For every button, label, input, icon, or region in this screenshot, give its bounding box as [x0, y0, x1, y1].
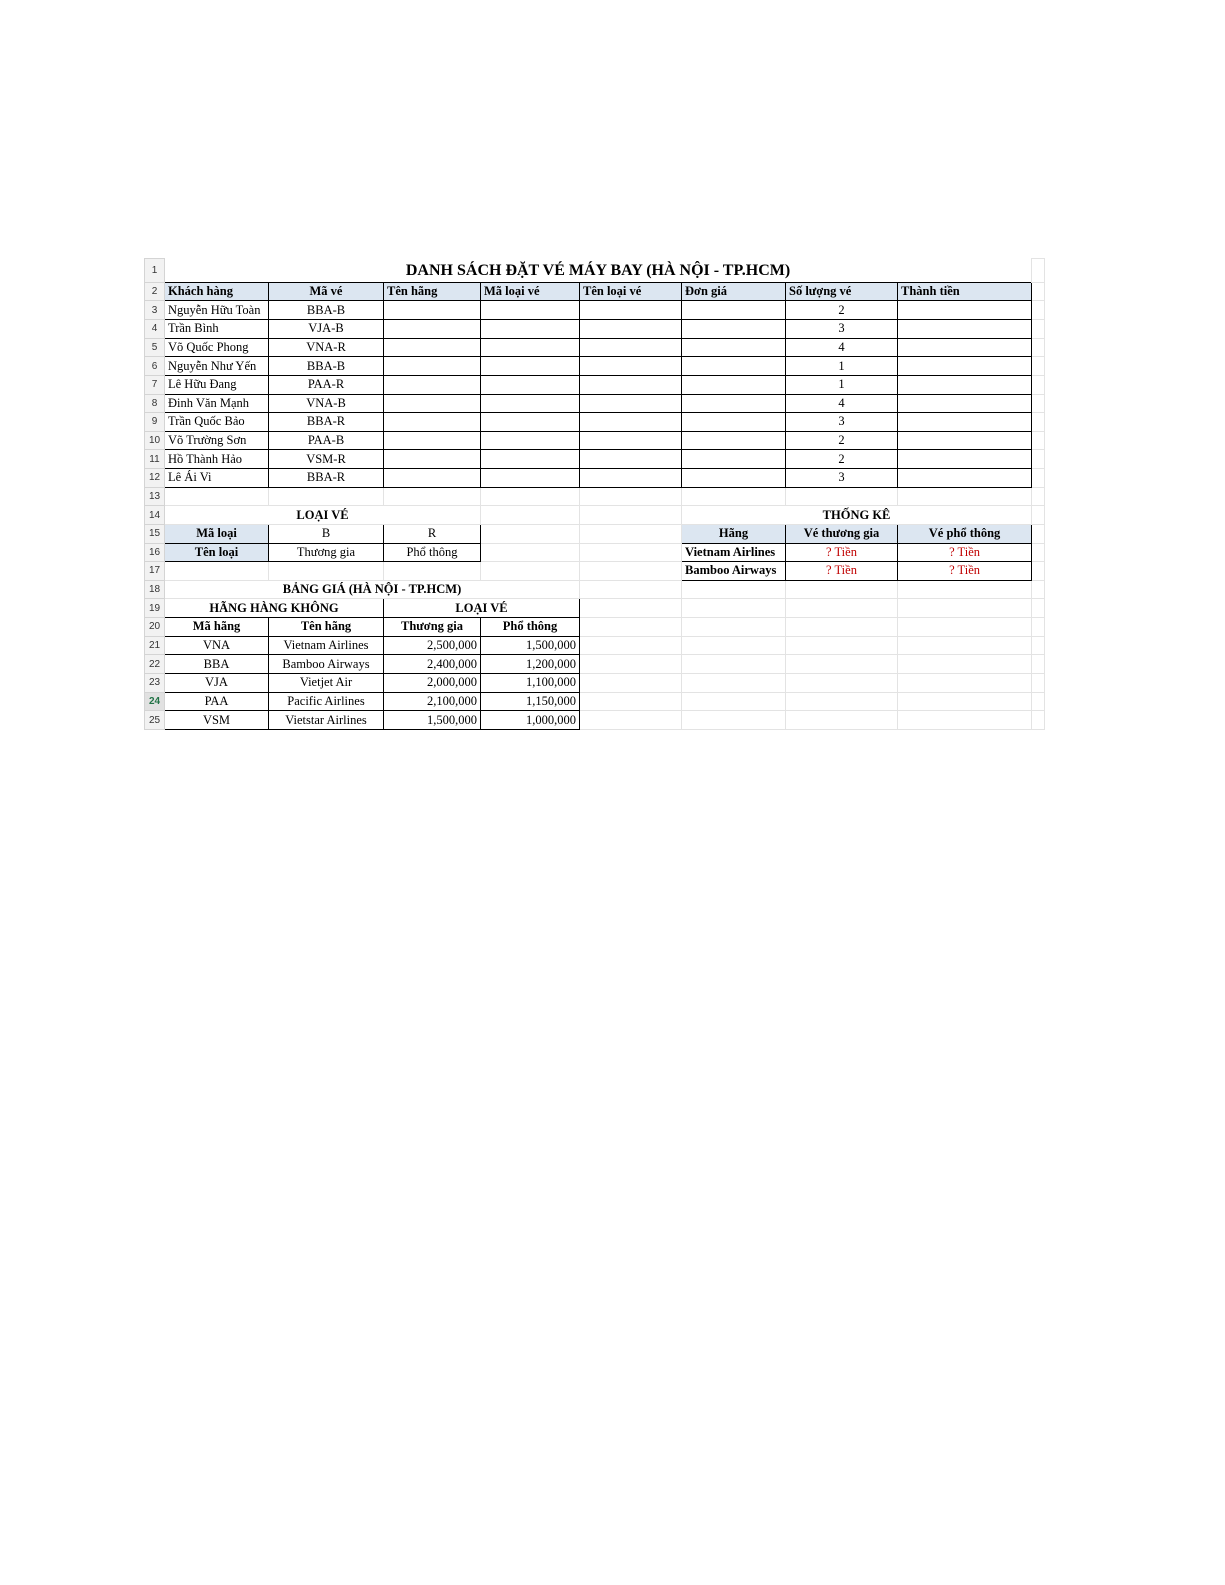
ticket-code-cell[interactable]: VSM-R [269, 450, 384, 469]
stats-economy-cell[interactable]: ? Tiền [898, 543, 1032, 562]
airline-name-cell[interactable] [384, 338, 481, 357]
price-economy-cell[interactable]: 1,000,000 [481, 711, 580, 730]
ticket-code-cell[interactable]: BBA-B [269, 301, 384, 320]
unit-price-cell[interactable] [682, 450, 786, 469]
customer-cell[interactable]: Trần Quốc Bảo [165, 413, 269, 432]
stats-header-economy[interactable]: Vé phổ thông [898, 524, 1032, 543]
ticket-type-name-cell[interactable] [580, 301, 682, 320]
column-header-ticket-type-code[interactable]: Mã loại vé [481, 282, 580, 301]
total-cell[interactable] [898, 375, 1032, 394]
empty-cell[interactable] [269, 487, 384, 506]
empty-cell[interactable] [481, 487, 580, 506]
total-cell[interactable] [898, 357, 1032, 376]
airline-name-cell[interactable] [384, 394, 481, 413]
customer-cell[interactable]: Hồ Thành Hảo [165, 450, 269, 469]
ticket-type-name-label[interactable]: Tên loại [165, 543, 269, 562]
total-cell[interactable] [898, 413, 1032, 432]
quantity-cell[interactable]: 2 [786, 431, 898, 450]
customer-cell[interactable]: Nguyễn Như Yến [165, 357, 269, 376]
row-header[interactable]: 13 [145, 487, 165, 506]
unit-price-cell[interactable] [682, 338, 786, 357]
airline-name-cell[interactable] [384, 357, 481, 376]
price-code-cell[interactable]: VJA [165, 673, 269, 692]
airline-name-cell[interactable] [384, 450, 481, 469]
price-group-ticket-type[interactable]: LOẠI VÉ [384, 599, 580, 618]
stats-airline-cell[interactable]: Bamboo Airways [682, 562, 786, 581]
ticket-type-name-cell[interactable] [580, 450, 682, 469]
total-cell[interactable] [898, 469, 1032, 488]
customer-cell[interactable]: Lê Ái Vi [165, 469, 269, 488]
quantity-cell[interactable]: 3 [786, 320, 898, 339]
empty-cell[interactable] [580, 487, 682, 506]
row-header[interactable]: 23 [145, 673, 165, 692]
ticket-type-name-cell[interactable] [580, 394, 682, 413]
price-business-cell[interactable]: 1,500,000 [384, 711, 481, 730]
ticket-type-name-cell[interactable] [580, 375, 682, 394]
row-header[interactable]: 19 [145, 599, 165, 618]
row-header[interactable]: 22 [145, 655, 165, 674]
row-header[interactable]: 2 [145, 282, 165, 301]
empty-cell[interactable] [786, 487, 898, 506]
row-header[interactable]: 6 [145, 357, 165, 376]
spreadsheet-grid [144, 258, 1045, 730]
unit-price-cell[interactable] [682, 357, 786, 376]
row-header[interactable]: 20 [145, 618, 165, 637]
price-code-cell[interactable]: VSM [165, 711, 269, 730]
ticket-type-code-cell[interactable] [481, 469, 580, 488]
row-header[interactable]: 21 [145, 636, 165, 655]
customer-cell[interactable]: Võ Trường Sơn [165, 431, 269, 450]
customer-cell[interactable]: Võ Quốc Phong [165, 338, 269, 357]
ticket-type-title[interactable]: LOẠI VÉ [165, 506, 481, 525]
quantity-cell[interactable]: 1 [786, 357, 898, 376]
ticket-type-name-cell[interactable] [580, 320, 682, 339]
column-header-total[interactable]: Thành tiền [898, 282, 1032, 301]
ticket-type-code-cell[interactable] [481, 450, 580, 469]
row-header-selected[interactable]: 24 [145, 692, 165, 711]
ticket-code-cell[interactable]: VNA-R [269, 338, 384, 357]
empty-cell[interactable] [165, 487, 269, 506]
stats-header-business[interactable]: Vé thương gia [786, 524, 898, 543]
row-header[interactable]: 3 [145, 301, 165, 320]
column-header-ticket-type-name[interactable]: Tên loại vé [580, 282, 682, 301]
stats-header-airline[interactable]: Hãng [682, 524, 786, 543]
price-name-cell[interactable]: Bamboo Airways [269, 655, 384, 674]
airline-name-cell[interactable] [384, 301, 481, 320]
airline-name-cell[interactable] [384, 413, 481, 432]
unit-price-cell[interactable] [682, 431, 786, 450]
column-header-unit-price[interactable]: Đơn giá [682, 282, 786, 301]
ticket-type-code-cell[interactable] [481, 394, 580, 413]
quantity-cell[interactable]: 3 [786, 469, 898, 488]
unit-price-cell[interactable] [682, 469, 786, 488]
row-header[interactable]: 16 [145, 543, 165, 562]
column-header-quantity[interactable]: Số lượng vé [786, 282, 898, 301]
ticket-type-code-label[interactable]: Mã loại [165, 524, 269, 543]
price-header-economy[interactable]: Phổ thông [481, 618, 580, 637]
ticket-code-cell[interactable]: BBA-B [269, 357, 384, 376]
row-header[interactable]: 11 [145, 450, 165, 469]
row-header[interactable]: 17 [145, 562, 165, 581]
ticket-code-cell[interactable]: BBA-R [269, 413, 384, 432]
ticket-type-name-cell[interactable] [580, 338, 682, 357]
row-header[interactable]: 8 [145, 394, 165, 413]
row-header[interactable]: 9 [145, 413, 165, 432]
row-header[interactable]: 25 [145, 711, 165, 730]
price-name-cell[interactable]: Pacific Airlines [269, 692, 384, 711]
price-code-cell[interactable]: VNA [165, 636, 269, 655]
total-cell[interactable] [898, 394, 1032, 413]
total-cell[interactable] [898, 320, 1032, 339]
airline-name-cell[interactable] [384, 469, 481, 488]
price-code-cell[interactable]: PAA [165, 692, 269, 711]
total-cell[interactable] [898, 450, 1032, 469]
row-header[interactable]: 4 [145, 320, 165, 339]
airline-name-cell[interactable] [384, 375, 481, 394]
unit-price-cell[interactable] [682, 320, 786, 339]
total-cell[interactable] [898, 301, 1032, 320]
customer-cell[interactable]: Đinh Văn Mạnh [165, 394, 269, 413]
price-economy-cell[interactable]: 1,500,000 [481, 636, 580, 655]
quantity-cell[interactable]: 1 [786, 375, 898, 394]
price-name-cell[interactable]: Vietjet Air [269, 673, 384, 692]
stats-economy-cell[interactable]: ? Tiền [898, 562, 1032, 581]
ticket-type-code-cell[interactable] [481, 357, 580, 376]
airline-name-cell[interactable] [384, 320, 481, 339]
ticket-code-cell[interactable]: BBA-R [269, 469, 384, 488]
price-economy-cell[interactable]: 1,100,000 [481, 673, 580, 692]
column-header-ticket-code[interactable]: Mã vé [269, 282, 384, 301]
price-group-airline[interactable]: HÃNG HÀNG KHÔNG [165, 599, 384, 618]
row-header[interactable]: 14 [145, 506, 165, 525]
ticket-type-code-cell[interactable] [481, 413, 580, 432]
price-business-cell[interactable]: 2,500,000 [384, 636, 481, 655]
ticket-type-name-b[interactable]: Thương gia [269, 543, 384, 562]
ticket-type-name-cell[interactable] [580, 469, 682, 488]
quantity-cell[interactable]: 2 [786, 301, 898, 320]
unit-price-cell[interactable] [682, 301, 786, 320]
row-header[interactable]: 7 [145, 375, 165, 394]
ticket-type-name-cell[interactable] [580, 413, 682, 432]
quantity-cell[interactable]: 4 [786, 394, 898, 413]
price-header-business[interactable]: Thương gia [384, 618, 481, 637]
row-header[interactable]: 18 [145, 580, 165, 599]
price-business-cell[interactable]: 2,400,000 [384, 655, 481, 674]
ticket-type-name-cell[interactable] [580, 431, 682, 450]
ticket-code-cell[interactable]: VJA-B [269, 320, 384, 339]
ticket-type-code-b[interactable]: B [269, 524, 384, 543]
stats-title[interactable]: THỐNG KÊ [682, 506, 1032, 525]
ticket-type-code-cell[interactable] [481, 320, 580, 339]
empty-cell[interactable] [384, 487, 481, 506]
column-header-customer[interactable]: Khách hàng [165, 282, 269, 301]
airline-name-cell[interactable] [384, 431, 481, 450]
row-header[interactable]: 1 [145, 259, 165, 283]
ticket-type-code-cell[interactable] [481, 301, 580, 320]
ticket-code-cell[interactable]: PAA-B [269, 431, 384, 450]
stats-business-cell[interactable]: ? Tiền [786, 543, 898, 562]
ticket-type-code-cell[interactable] [481, 431, 580, 450]
ticket-code-cell[interactable]: PAA-R [269, 375, 384, 394]
ticket-type-name-cell[interactable] [580, 357, 682, 376]
price-name-cell[interactable]: Vietstar Airlines [269, 711, 384, 730]
customer-cell[interactable]: Trần Bình [165, 320, 269, 339]
stats-business-cell[interactable]: ? Tiền [786, 562, 898, 581]
unit-price-cell[interactable] [682, 413, 786, 432]
empty-cell[interactable] [682, 487, 786, 506]
total-cell[interactable] [898, 431, 1032, 450]
customer-cell[interactable]: Nguyễn Hữu Toàn [165, 301, 269, 320]
ticket-type-code-r[interactable]: R [384, 524, 481, 543]
row-header[interactable]: 5 [145, 338, 165, 357]
price-business-cell[interactable]: 2,000,000 [384, 673, 481, 692]
price-economy-cell[interactable]: 1,150,000 [481, 692, 580, 711]
price-name-cell[interactable]: Vietnam Airlines [269, 636, 384, 655]
quantity-cell[interactable]: 4 [786, 338, 898, 357]
price-code-cell[interactable]: BBA [165, 655, 269, 674]
unit-price-cell[interactable] [682, 375, 786, 394]
price-business-cell[interactable]: 2,100,000 [384, 692, 481, 711]
empty-cell[interactable] [898, 487, 1032, 506]
total-cell[interactable] [898, 338, 1032, 357]
price-economy-cell[interactable]: 1,200,000 [481, 655, 580, 674]
column-header-airline-name[interactable]: Tên hãng [384, 282, 481, 301]
price-header-name[interactable]: Tên hãng [269, 618, 384, 637]
customer-cell[interactable]: Lê Hữu Đang [165, 375, 269, 394]
row-header[interactable]: 15 [145, 524, 165, 543]
ticket-type-code-cell[interactable] [481, 375, 580, 394]
unit-price-cell[interactable] [682, 394, 786, 413]
row-header[interactable]: 10 [145, 431, 165, 450]
ticket-code-cell[interactable]: VNA-B [269, 394, 384, 413]
stats-airline-cell[interactable]: Vietnam Airlines [682, 543, 786, 562]
ticket-type-name-r[interactable]: Phổ thông [384, 543, 481, 562]
quantity-cell[interactable]: 3 [786, 413, 898, 432]
price-header-code[interactable]: Mã hãng [165, 618, 269, 637]
row-header[interactable]: 12 [145, 469, 165, 488]
quantity-cell[interactable]: 2 [786, 450, 898, 469]
ticket-type-code-cell[interactable] [481, 338, 580, 357]
price-table-title[interactable]: BẢNG GIÁ (HÀ NỘI - TP.HCM) [165, 580, 580, 599]
sheet-title[interactable]: DANH SÁCH ĐẶT VÉ MÁY BAY (HÀ NỘI - TP.HCM) [405, 261, 791, 279]
